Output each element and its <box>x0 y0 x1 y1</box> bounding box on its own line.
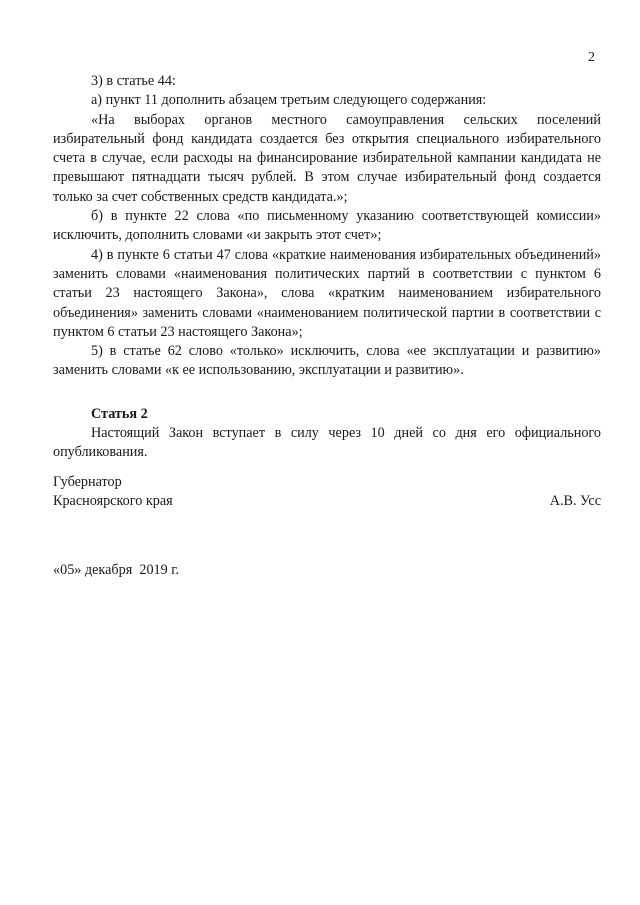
paragraph-item-5: 5) в статье 62 слово «только» исключить, слова «ее эксплуатации и развитию» заменить словами «к ее использованию, эксплуатации и развитию». <box>53 343 601 379</box>
document-body <box>53 72 601 463</box>
signature-title-line2: Красноярского края <box>53 493 173 510</box>
paragraph-item-b: б) в пункте 22 слова «по письменному указанию соответствующей комиссии» исключить, дополнить словами «и закрыть этот счет»; <box>53 208 601 244</box>
date-year: 2019 г. <box>139 562 180 578</box>
paragraph-quote: «На выборах органов местного самоуправления сельских поселений избирательный фонд кандидата создается без открытия специального избирательного счета в случае, если расходы на финансирование избирательной кампании кандидата не превышают пятнадцати тысяч рублей. В этом случае избирательный фонд создается только за счет собственных средств кандидата.»; <box>53 111 601 205</box>
signature-name: А.В. Усс <box>549 493 601 510</box>
signature-title-line1: Губернатор <box>53 474 122 490</box>
article-text: Настоящий Закон вступает в силу через 10 дней со дня его официального опубликования. <box>53 425 601 461</box>
paragraph-item-4: 4) в пункте 6 статьи 47 слова «краткие наименования избирательных объединений» заменить словами «наименования политических партий в соответствии с пунктом 6 статьи 23 настоящего Закона», слова «кратким наименованием избирательного объединения» заменить словами «наименованием политической партии в соответствии с пунктом 6 статьи 23 настоящего Закона»; <box>53 246 601 340</box>
page-number: 2 <box>588 50 595 65</box>
paragraph-item-a: а) пункт 11 дополнить абзацем третьим следующего содержания: <box>91 92 487 109</box>
paragraph-article-44: 3) в статье 44: <box>91 73 176 89</box>
article-heading: Статья 2 <box>91 405 148 422</box>
date-month: декабря <box>84 562 133 578</box>
date-day: «05» <box>53 562 82 578</box>
signature-block <box>53 473 601 512</box>
document-date <box>53 562 179 579</box>
